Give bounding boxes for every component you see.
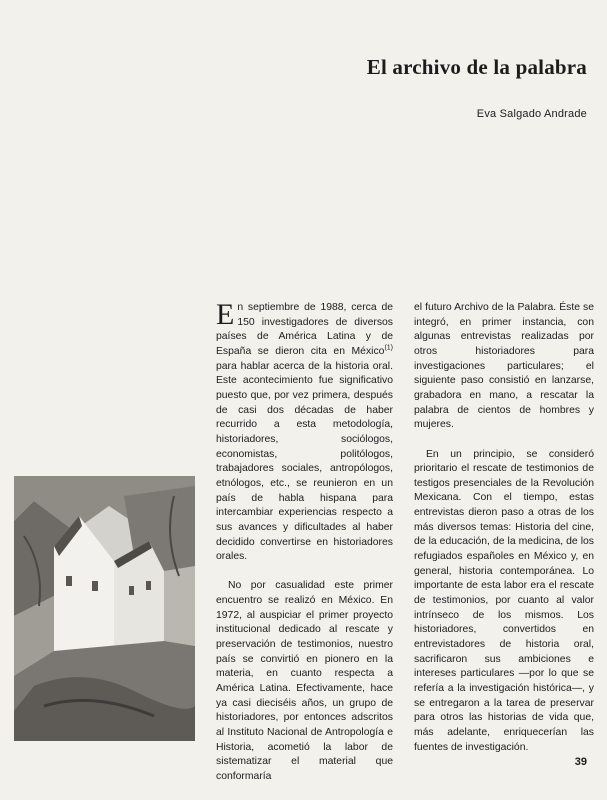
paragraph-2: No por casualidad este primer encuentro se realizó en México. En 1972, al auspiciar el primer proyecto institucional dedicado al rescate y preservación de testimonios, nuestro país se convirtió en pionero en la materia, en cuanto respecta a América Latina. Efectivamente, hace ya casi dieciséis años, un grupo de historiadores, por entonces adscritos al Instituto Nacional de Antropología e Historia, acometió la labor de sistematizar el material que conformaría — [216, 580, 393, 782]
drop-cap: E — [216, 298, 235, 331]
footnote-marker: (1) — [384, 344, 393, 352]
text-column-right — [414, 301, 594, 755]
text-column-left — [216, 298, 393, 785]
illustration-village-painting — [14, 476, 195, 741]
paragraph-1 — [216, 298, 393, 565]
paragraph-1-text: n septiembre de 1988, cerca de 150 investigadores de diversos países de América Latina y de España se dieron cita en México — [216, 302, 393, 357]
article-author: Eva Salgado Andrade — [476, 108, 587, 120]
paragraph-2-continued: el futuro Archivo de la Palabra. Éste se integró, en primer instancia, con algunas entrevistas realizadas por otros historiadores para investigaciones particulares; el siguiente paso consistió en lanzarse, grabadora en mano, a rescatar la palabra de cientos de hombres y mujeres. — [414, 302, 594, 431]
paragraph-3: En un principio, se consideró prioritario el rescate de testimonios de testigos presenciales de la Revolución Mexicana. Con el tiempo, estas entrevistas dieron paso a otras de los más diversos temas: Historia del cine, de la educación, de la medicina, de los refugiados españoles en México y, en general, historia contemporánea. Lo importante de esta labor era el rescate de testimonios, por cuanto al valor intrínseco de los mismos. Los historiadores, convertidos en entrevistadores de historia oral, sacrificaron sus ambiciones e intereses particulares —por lo que se refería a la investigación histórica—, y se entregaron a la tarea de preservar para otros las historias de vida que, más adelante, enriquecerían las fuentes de investigación. — [414, 448, 594, 753]
page-number: 39 — [574, 756, 587, 768]
article-title: El archivo de la palabra — [366, 55, 587, 79]
illustration-village-drawing — [14, 476, 195, 741]
paragraph-1-text-cont: para hablar acerca de la historia oral. Este acontecimiento fue significativo puesto que, por vez primera, después de casi dos décadas de haber recurrido a esta metodología, historiadores, sociólogos, economistas, politólogos, trabajadores sociales, antropólogos, etnólogos, etc., se reunieron en un país de habla hispana para intercambiar experiencias respecto a sus avances y dificultades al haber decidido convertirse en historiadores orales. — [216, 360, 393, 563]
